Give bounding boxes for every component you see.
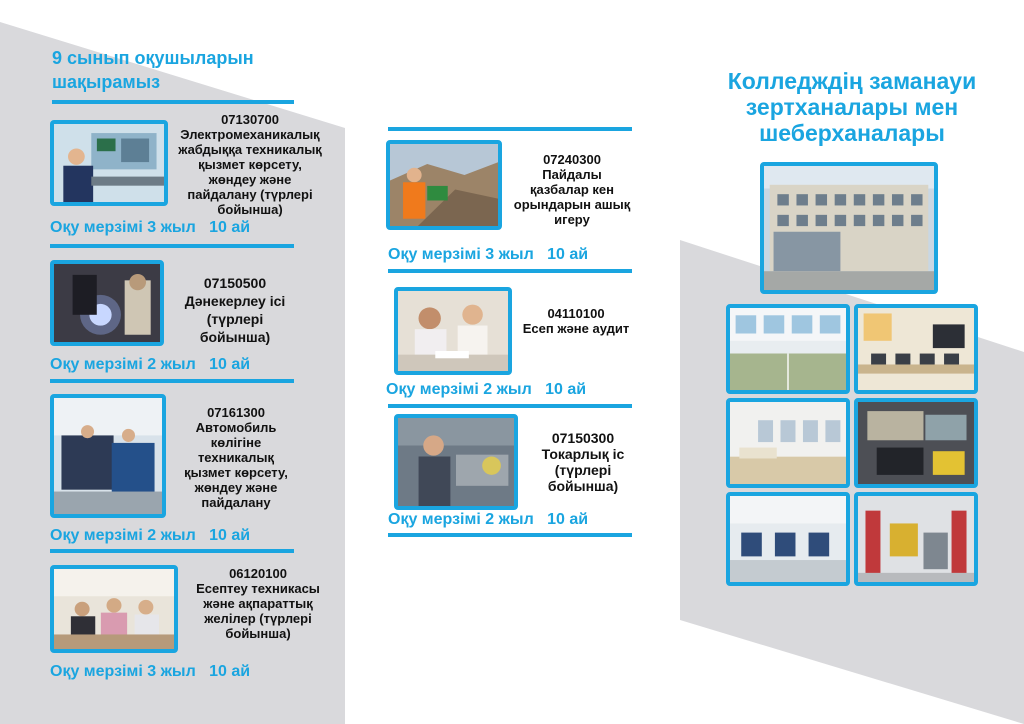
program-duration: Оқу мерзімі 3 жыл 10 ай bbox=[50, 219, 251, 236]
program-code: 06120100 bbox=[229, 566, 287, 581]
divider bbox=[52, 100, 294, 104]
program-photo-electromechanics bbox=[50, 120, 168, 206]
program-photo-turning bbox=[394, 414, 518, 510]
program-duration: Оқу мерзімі 2 жыл 10 ай bbox=[50, 527, 251, 544]
program-name: Дәнекерлеу ісі (түрлері бойынша) bbox=[184, 293, 286, 345]
program-text-7 bbox=[528, 430, 638, 494]
photo-engine-workshop bbox=[726, 492, 850, 586]
heading-line-1: 9 сынып оқушыларын bbox=[52, 48, 254, 68]
program-text-2 bbox=[180, 274, 290, 346]
program-code: 04110100 bbox=[547, 306, 605, 321]
divider bbox=[388, 533, 632, 537]
program-name: Пайдалы қазбалар кен орындарын ашық игеру bbox=[513, 167, 631, 227]
program-text-4 bbox=[188, 566, 328, 641]
program-text-5 bbox=[512, 152, 632, 227]
program-name: Токарлық іс (түрлері бойынша) bbox=[541, 446, 625, 494]
photo-simulator bbox=[854, 398, 978, 488]
divider bbox=[50, 379, 294, 383]
heading-line-2: шақырамыз bbox=[52, 72, 161, 92]
program-duration: Оқу мерзімі 3 жыл 10 ай bbox=[388, 246, 589, 263]
program-code: 07161300 bbox=[207, 405, 265, 420]
program-code: 07150500 bbox=[203, 275, 267, 291]
program-name: Электромеханикалық жабдыққа техникалық қызмет көрсету, жөндеу және пайдалану (түрлері бойынша) bbox=[178, 127, 322, 217]
program-duration: Оқу мерзімі 2 жыл 10 ай bbox=[388, 511, 589, 528]
divider bbox=[388, 404, 632, 408]
divider bbox=[50, 549, 294, 553]
photo-gym bbox=[726, 304, 850, 394]
program-photo-computing bbox=[50, 565, 178, 653]
program-name: Есептеу техникасы және ақпараттық желілер (түрлері бойынша) bbox=[196, 581, 320, 641]
divider bbox=[388, 269, 632, 273]
program-code: 07130700 bbox=[221, 112, 279, 127]
labs-title: Колледждің заманауи зертханалары мен шеберханалары bbox=[727, 68, 977, 146]
program-text-3 bbox=[176, 405, 296, 510]
photo-college-building bbox=[760, 162, 938, 294]
program-code: 07240300 bbox=[543, 152, 601, 167]
photo-lab-room bbox=[726, 398, 850, 488]
photo-computer-lab bbox=[854, 304, 978, 394]
program-photo-accounting bbox=[394, 287, 512, 375]
divider bbox=[50, 244, 294, 248]
invitation-heading bbox=[52, 46, 254, 94]
photo-welding-booths bbox=[854, 492, 978, 586]
program-code: 07150300 bbox=[551, 430, 615, 446]
program-photo-welding bbox=[50, 260, 164, 346]
program-text-6 bbox=[516, 306, 636, 336]
program-duration: Оқу мерзімі 3 жыл 10 ай bbox=[50, 663, 251, 680]
program-text-1 bbox=[176, 112, 324, 217]
divider bbox=[388, 127, 632, 131]
program-photo-automobile bbox=[50, 394, 166, 518]
program-name: Автомобиль көлігіне техникалық қызмет көрсету, жөндеу және пайдалану bbox=[184, 420, 288, 510]
program-photo-mining bbox=[386, 140, 502, 230]
program-name: Есеп және аудит bbox=[522, 321, 630, 336]
program-duration: Оқу мерзімі 2 жыл 10 ай bbox=[50, 356, 251, 373]
program-duration: Оқу мерзімі 2 жыл 10 ай bbox=[386, 381, 587, 398]
